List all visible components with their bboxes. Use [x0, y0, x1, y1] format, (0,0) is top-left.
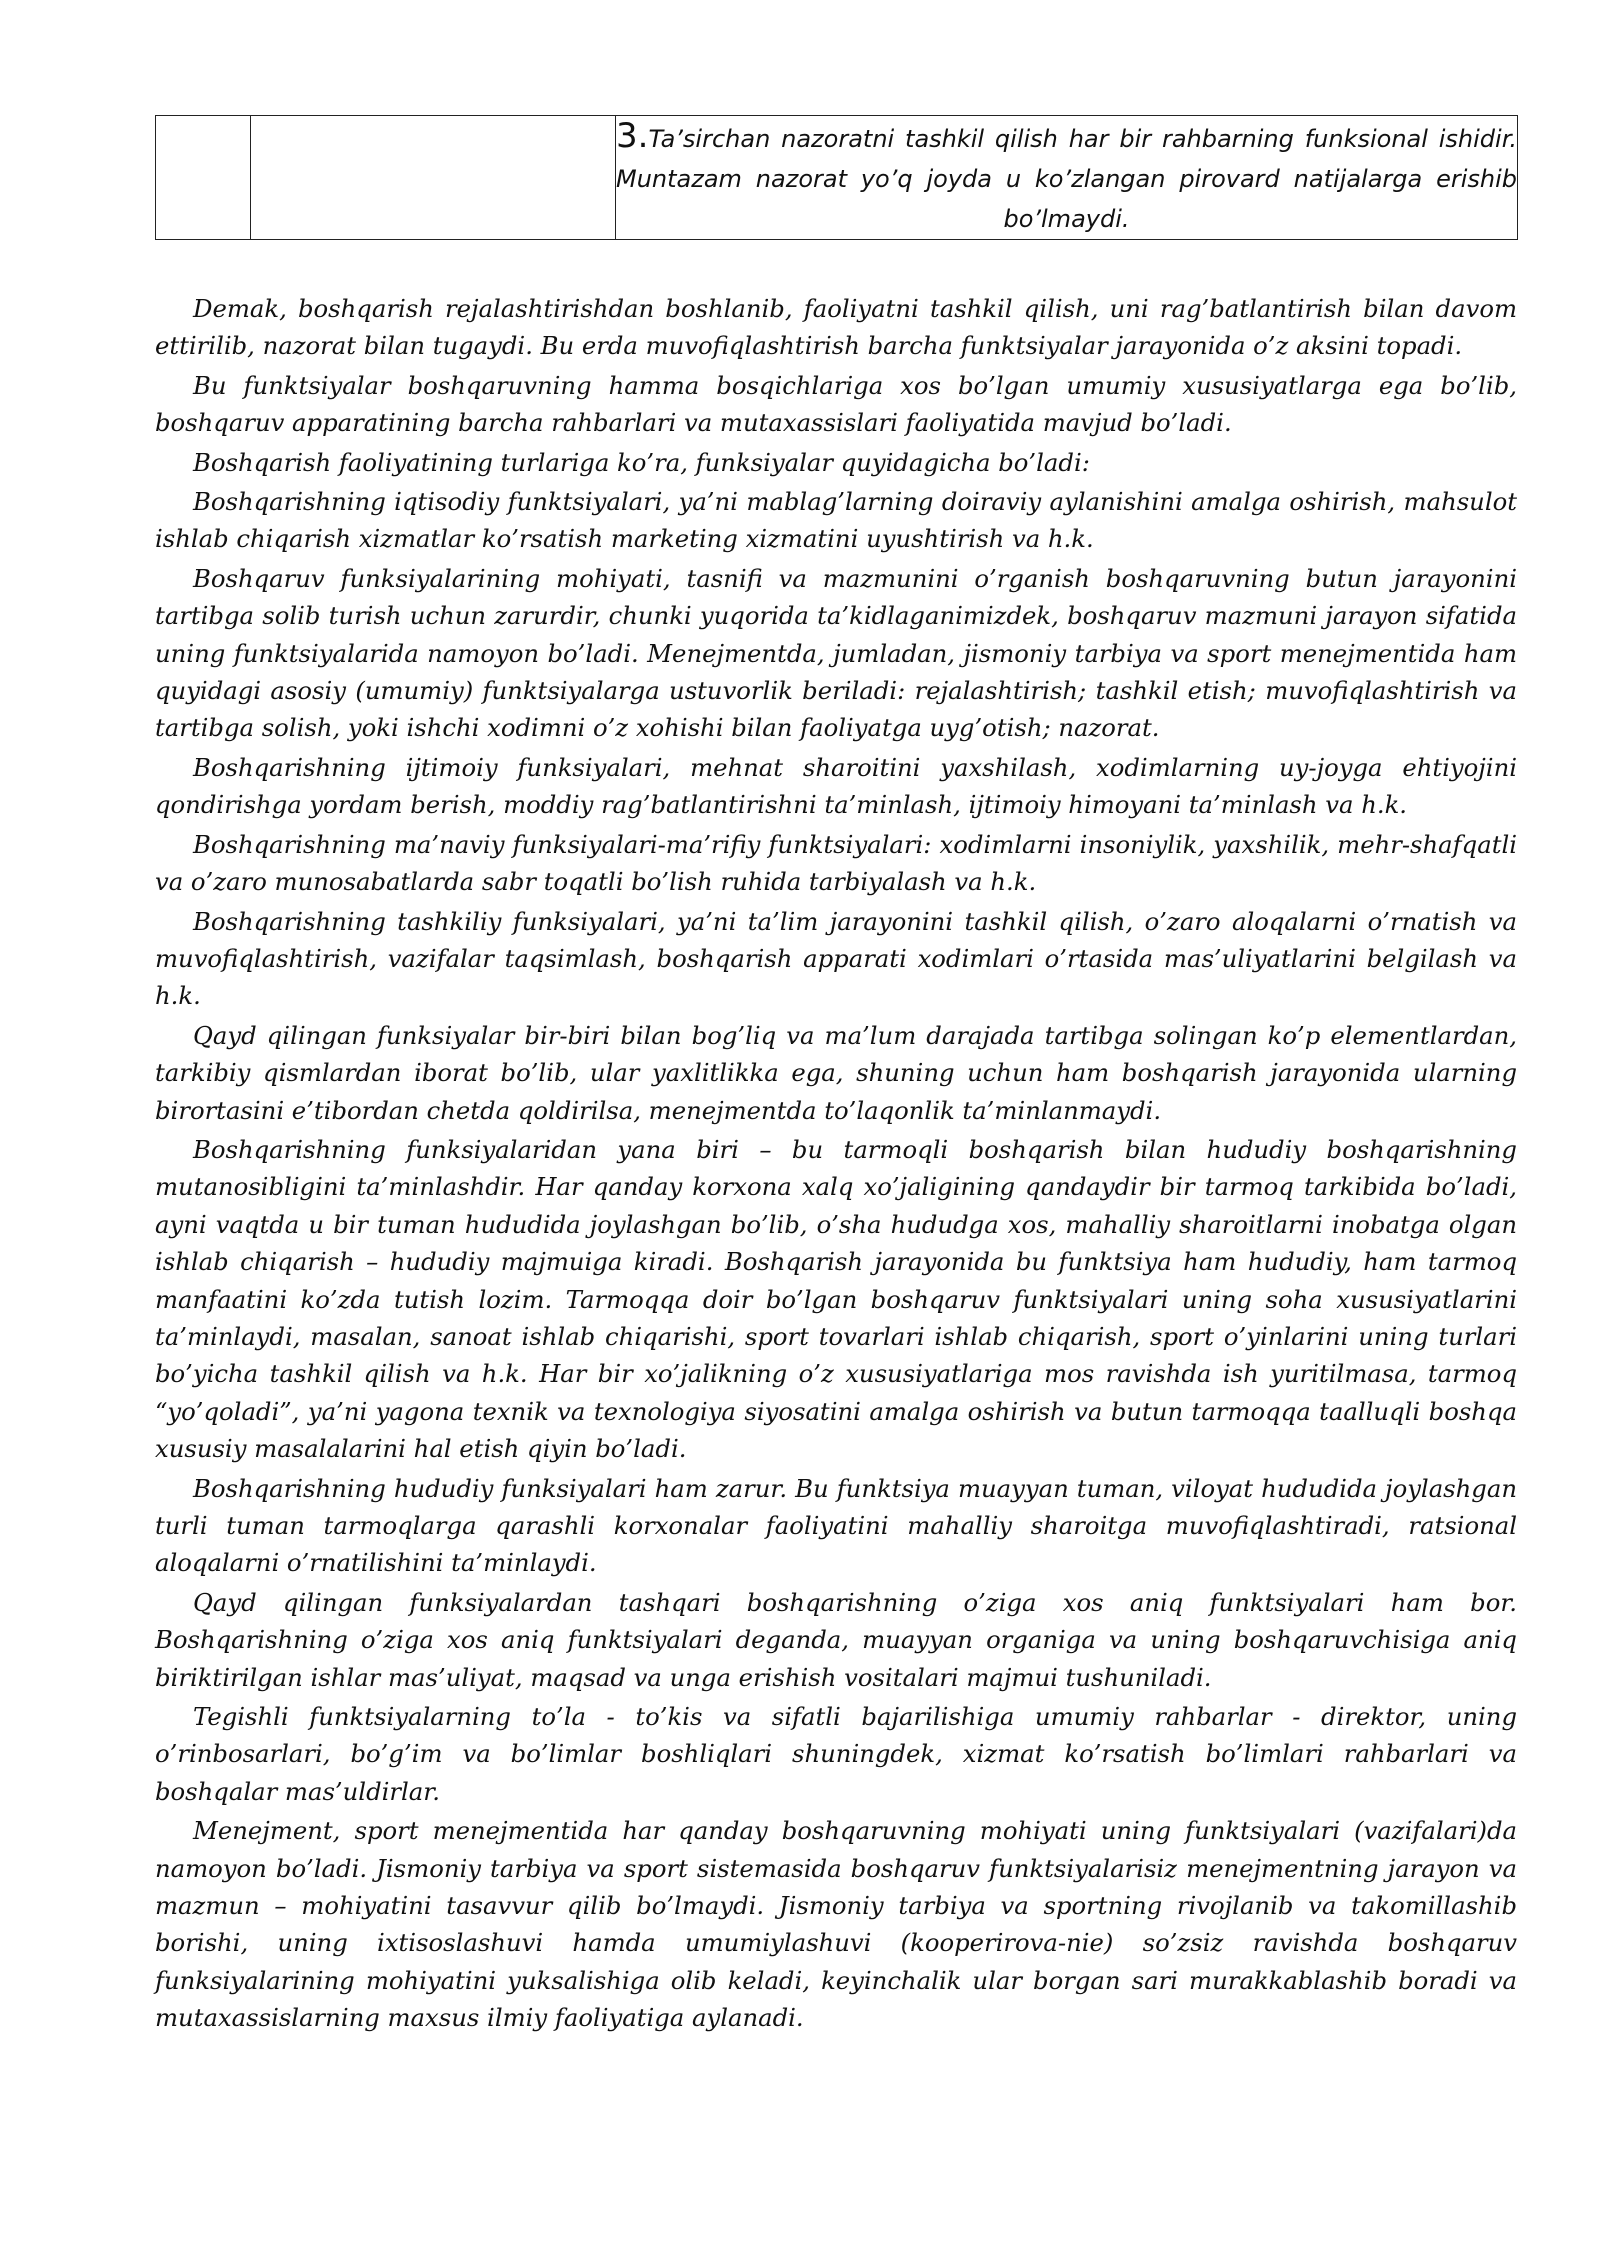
paragraph: Boshqarishning ijtimoiy funksiyalari, mehnat sharoitini yaxshilash, xodimlarning uy-joyga ehtiyojini qondirishga yordam berish, moddiy rag’batlantirishni ta’minlash, ijtimoiy himoyani ta’minlash va h.k. — [155, 752, 1517, 820]
paragraph: Boshqarishning ma’naviy funksiyalari-ma’rifiy funktsiyalari: xodimlarni insoniylik, yaxshilik, mehr-shafqatli va o’zaro munosabatlarda sabr toqatli bo’lish ruhida tarbiyalash va h.k. — [155, 829, 1517, 897]
paragraph: Boshqarishning hududiy funksiyalari ham zarur. Bu funktsiya muayyan tuman, viloyat hududida joylashgan turli tuman tarmoqlarga qarashli korxonalar faoliyatini mahalliy sharoitga muvofiqlashtiradi, ratsional aloqalarni o’rnatilishini ta’minlaydi. — [155, 1473, 1517, 1578]
paragraph: Qayd qilingan funksiyalar bir-biri bilan bog’liq va ma’lum darajada tartibga solingan ko’p elementlardan, tarkibiy qismlardan iborat bo’lib, ular yaxlitlikka ega, shuning uchun ham boshqarish jarayonida ularning birortasini e’tibordan chetda qoldirilsa, menejmentda to’laqonlik ta’minlanmaydi. — [155, 1020, 1517, 1125]
paragraph: Menejment, sport menejmentida har qanday boshqaruvning mohiyati uning funktsiyalari (vazifalari)da namoyon bo’ladi. Jismoniy tarbiya va sport sistemasida boshqaruv funktsiyalarisiz menejmentning jarayon va mazmun – mohiyatini tasavvur qilib bo’lmaydi. Jismoniy tarbiya va sportning rivojlanib va takomillashib borishi, uning ixtisoslashuvi hamda umumiylashuvi (kooperirova-nie) so’zsiz ravishda boshqaruv funksiyalarining mohiyatini yuksalishiga olib keladi, keyinchalik ular borgan sari murakkablashib boradi va mutaxassislarning maxsus ilmiy faoliyatiga aylanadi. — [155, 1816, 1517, 2033]
table-cell-title — [251, 116, 616, 240]
paragraph: Boshqarishning iqtisodiy funktsiyalari, ya’ni mablag’larning doiraviy aylanishini amalga oshirish, mahsulot ishlab chiqarish xizmatlar ko’rsatish marketing xizmatini uyushtirish va h.k. — [155, 487, 1517, 554]
document-page — [155, 115, 1517, 2039]
item-text: Ta’sirchan nazoratni tashkil qilish har bir rahbarning funksional ishidir. Muntazam nazorat yo’q joyda u ko’zlangan pirovard natijalarga erishib bo’lmaydi. — [616, 125, 1517, 233]
item-number: 3. — [616, 116, 649, 156]
body-text — [155, 290, 1517, 2037]
paragraph: Demak, boshqarish rejalashtirishdan boshlanib, faoliyatni tashkil qilish, uni rag’batlantirish bilan davom ettirilib, nazorat bilan tugaydi. Bu erda muvofiqlashtirish barcha funktsiyalar jarayonida o’z aksini topadi. — [155, 294, 1517, 361]
table-cell-number — [156, 116, 251, 240]
table-cell-content — [616, 116, 1518, 240]
paragraph: Boshqaruv funksiyalarining mohiyati, tasnifi va mazmunini o’rganish boshqaruvning butun jarayonini tartibga solib turish uchun zarurdir, chunki yuqorida ta’kidlaganimizdek, boshqaruv mazmuni jarayon sifatida uning funktsiyalarida namoyon bo’ladi. Menejmentda, jumladan, jismoniy tarbiya va sport menejmentida ham quyidagi asosiy (umumiy) funktsiyalarga ustuvorlik beriladi: rejalashtirish; tashkil etish; muvofiqlashtirish va tartibga solish, yoki ishchi xodimni o’z xohishi bilan faoliyatga uyg’otish; nazorat. — [155, 563, 1517, 743]
continued-table — [155, 115, 1518, 240]
table-row — [156, 116, 1518, 240]
paragraph: Tegishli funktsiyalarning to’la - to’kis va sifatli bajarilishiga umumiy rahbarlar - direktor, uning o’rinbosarlari, bo’g’im va bo’limlar boshliqlari shuningdek, xizmat ko’rsatish bo’limlari rahbarlari va boshqalar mas’uldirlar. — [155, 1702, 1517, 1806]
paragraph: Qayd qilingan funksiyalardan tashqari boshqarishning o’ziga xos aniq funktsiyalari ham bor. Boshqarishning o’ziga xos aniq funktsiyalari deganda, muayyan organiga va uning boshqaruvchisiga aniq biriktirilgan ishlar mas’uliyat, maqsad va unga erishish vositalari majmui tushuniladi. — [155, 1587, 1517, 1692]
paragraph: Boshqarish faoliyatining turlariga ko’ra, funksiyalar quyidagicha bo’ladi: — [193, 447, 1090, 477]
paragraph: Boshqarishning funksiyalaridan yana biri – bu tarmoqli boshqarish bilan hududiy boshqarishning mutanosibligini ta’minlashdir. Har qanday korxona xalq xo’jaligining qandaydir bir tarmoq tarkibida bo’ladi, ayni vaqtda u bir tuman hududida joylashgan bo’lib, o’sha hududga xos, mahalliy sharoitlarni inobatga olgan ishlab chiqarish – hududiy majmuiga kiradi. Boshqarish jarayonida bu funktsiya ham hududiy, ham tarmoq manfaatini ko’zda tutish lozim. Tarmoqqa doir bo’lgan boshqaruv funktsiyalari uning soha xususiyatlarini ta’minlaydi, masalan, sanoat ishlab chiqarishi, sport tovarlari ishlab chiqarish, sport o’yinlarini uning turlari bo’yicha tashkil qilish va h.k. Har bir xo’jalikning o’z xususiyatlariga mos ravishda ish yuritilmasa, tarmoq “yo’qoladi”, ya’ni yagona texnik va texnologiya siyosatini amalga oshirish va butun tarmoqqa taalluqli boshqa xususiy masalalarini hal etish qiyin bo’ladi. — [155, 1134, 1517, 1464]
paragraph: Bu funktsiyalar boshqaruvning hamma bosqichlariga xos bo’lgan umumiy xususiyatlarga ega bo’lib, boshqaruv apparatining barcha rahbarlari va mutaxassislari faoliyatida mavjud bo’ladi. — [155, 370, 1517, 438]
paragraph: Boshqarishning tashkiliy funksiyalari, ya’ni ta’lim jarayonini tashkil qilish, o’zaro aloqalarni o’rnatish va muvofiqlashtirish, vazifalar taqsimlash, boshqarish apparati xodimlari o’rtasida mas’uliyatlarini belgilash va h.k. — [155, 906, 1517, 1011]
